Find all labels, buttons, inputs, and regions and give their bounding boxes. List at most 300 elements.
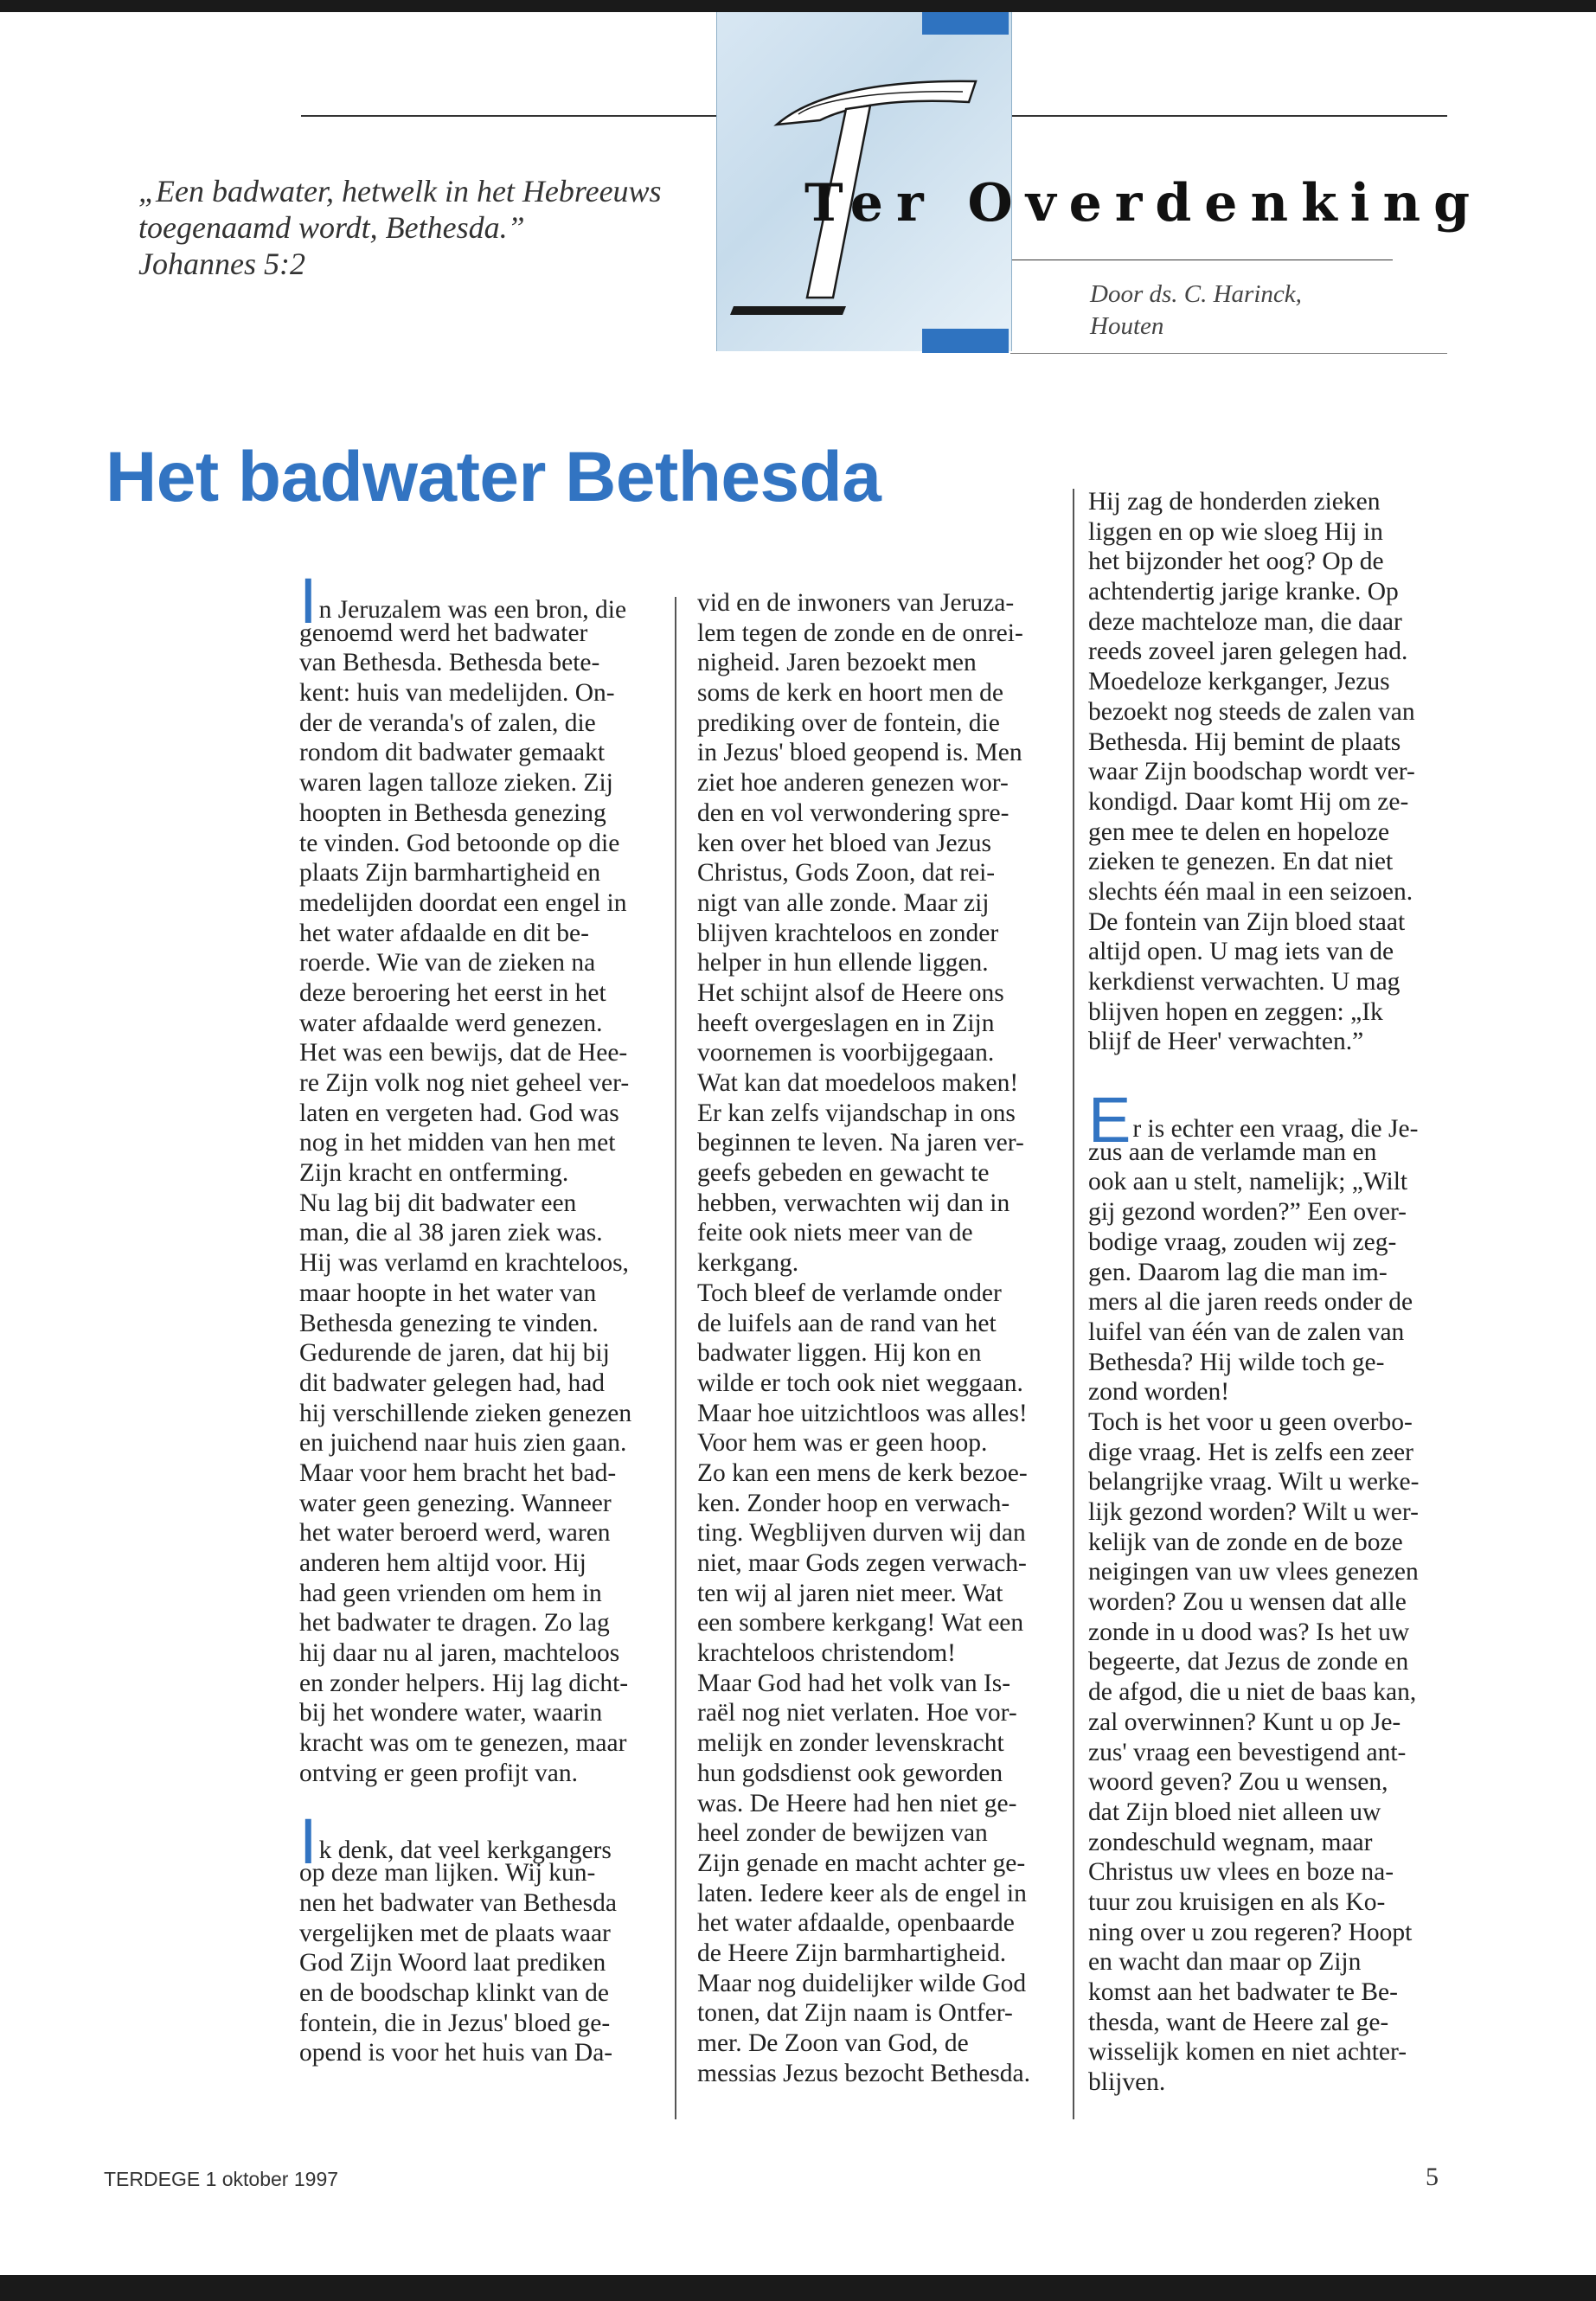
- text-line-content: ziet hoe anderen genezen wor-: [697, 769, 1009, 798]
- text-line: [1088, 1197, 1452, 1227]
- text-line-content: laten. Iedere keer als de engel in: [697, 1879, 1027, 1907]
- text-line-content: gen. Daarom lag die man im-: [1088, 1258, 1388, 1286]
- text-line: [299, 1669, 663, 1699]
- text-line-content: woord geven? Zou u wensen,: [1088, 1768, 1388, 1797]
- text-line-content: bodige vraag, zouden wij zeg-: [1088, 1227, 1397, 1256]
- text-line: [697, 768, 1061, 798]
- text-line: [299, 1189, 663, 1219]
- text-line-content: vergelijken met de plaats waar: [299, 1919, 611, 1947]
- text-line-content: nigt van alle zonde. Maar zij: [697, 888, 990, 917]
- text-line: [299, 1548, 663, 1579]
- text-line-content: n Jeruzalem was een bron, die: [318, 596, 627, 624]
- text-line-content: genoemd werd het badwater: [299, 619, 588, 647]
- text-line-content: badwater liggen. Hij kon en: [697, 1339, 982, 1368]
- text-line-content: ting. Wegblijven durven wij dan: [697, 1519, 1026, 1548]
- article-title: Het badwater Bethesda: [106, 438, 881, 516]
- text-line: [1088, 1587, 1452, 1618]
- text-line-content: neigingen van uw vlees genezen: [1088, 1558, 1419, 1586]
- text-line: [1088, 1348, 1452, 1378]
- text-line: [697, 1368, 1061, 1399]
- text-line-content: de afgod, die u niet de baas kan,: [1088, 1678, 1417, 1707]
- text-line: [299, 829, 663, 859]
- text-line-content: maar hoopte in het water van: [299, 1279, 597, 1307]
- page-number: 5: [1426, 2163, 1439, 2191]
- text-line-content: kerkgang.: [697, 1249, 799, 1278]
- text-line-content: nog in het midden van hen met: [299, 1129, 616, 1157]
- text-line-content: thesda, want de Heere zal ge-: [1088, 2008, 1389, 2036]
- text-line-content: God Zijn Woord laat prediken: [299, 1949, 606, 1977]
- article-column-3: [1088, 487, 1452, 2098]
- text-line: [697, 1548, 1061, 1579]
- quote-line: toegenaamd wordt, Bethesda.”: [138, 210, 525, 245]
- article-column-2: [697, 588, 1061, 2088]
- text-line: [697, 1638, 1061, 1669]
- text-line-content: mer. De Zoon van God, de: [697, 2029, 969, 2057]
- text-line-content: Het was een bewijs, dat de Hee-: [299, 1039, 628, 1067]
- text-line-content: ook aan u stelt, namelijk; „Wilt: [1088, 1168, 1408, 1196]
- text-line-content: opend is voor het huis van Da-: [299, 2039, 613, 2067]
- text-line: [697, 1518, 1061, 1548]
- byline-underline: [1010, 353, 1447, 354]
- text-line: [299, 858, 663, 888]
- text-line: [697, 1489, 1061, 1519]
- text-line-content: heel zonder de bewijzen van: [697, 1819, 988, 1848]
- text-line-content: den en vol verwondering spre-: [697, 798, 1010, 827]
- text-line-content: dit badwater gelegen had, had: [299, 1368, 606, 1397]
- text-line-content: voornemen is voorbijgegaan.: [697, 1039, 995, 1067]
- text-line: [299, 2038, 663, 2068]
- text-line-content: het water afdaalde en dit be-: [299, 919, 589, 947]
- text-line-content: Gedurende de jaren, dat hij bij: [299, 1339, 610, 1368]
- text-line-content: kondigd. Daar komt Hij om ze-: [1088, 787, 1409, 816]
- text-line: [1088, 1528, 1452, 1558]
- text-line: [299, 1218, 663, 1248]
- text-line: [1088, 1918, 1452, 1948]
- text-line-content: blijven krachteloos en zonder: [697, 919, 999, 947]
- text-line: [1088, 1167, 1452, 1197]
- text-line-content: laten en vergeten had. God was: [299, 1099, 619, 1127]
- text-line-content: luifel van één van de zalen van: [1088, 1317, 1405, 1346]
- text-line: [299, 919, 663, 949]
- scripture-quote: [138, 173, 692, 282]
- text-line: [697, 1279, 1061, 1309]
- text-line-content: kent: huis van medelijden. On-: [299, 679, 615, 708]
- text-line-content: der de veranda's of zalen, die: [299, 708, 596, 737]
- text-line-content: feite ook niets meer van de: [697, 1219, 973, 1247]
- text-line-content: geefs gebeden en gewacht te: [697, 1159, 990, 1188]
- text-line: [1088, 1557, 1452, 1587]
- text-line: [697, 1458, 1061, 1489]
- text-line-content: heeft overgeslagen en in Zijn: [697, 1009, 995, 1037]
- text-line-content: liggen en op wie sloeg Hij in: [1088, 517, 1383, 546]
- text-line: [697, 1038, 1061, 1068]
- column-title: Ter Overdenking: [804, 173, 1484, 234]
- text-line-content: man, die al 38 jaren ziek was.: [299, 1219, 603, 1247]
- text-line: [697, 1728, 1061, 1759]
- paragraph-2: [299, 1804, 663, 2069]
- text-line-content: lem tegen de zonde en de onrei-: [697, 619, 1023, 647]
- text-line-content: zondeschuld wegnam, maar: [1088, 1828, 1373, 1856]
- text-line: [1088, 1947, 1452, 1977]
- text-line-content: De fontein van Zijn bloed staat: [1088, 907, 1406, 936]
- text-line-content: gen mee te delen en hopeloze: [1088, 817, 1390, 846]
- text-line: [697, 1608, 1061, 1638]
- text-line-content: wilde er toch ook niet weggaan.: [697, 1368, 1023, 1397]
- text-line: [1088, 1857, 1452, 1888]
- text-line-content: melijk en zonder levenskracht: [697, 1729, 1004, 1758]
- text-line-content: rondom dit badwater gemaakt: [299, 739, 606, 767]
- text-line: [697, 1338, 1061, 1368]
- text-line: [299, 738, 663, 768]
- text-line-content: re Zijn volk nog niet geheel ver-: [299, 1069, 630, 1097]
- text-line-content: en de boodschap klinkt van de: [299, 1978, 610, 2007]
- text-line-content: het water beroerd werd, waren: [299, 1519, 611, 1548]
- text-line-content: Zijn genade en macht achter ge-: [697, 1849, 1026, 1877]
- text-line-content: prediking over de fontein, die: [697, 708, 1000, 737]
- text-line: [1088, 967, 1452, 997]
- text-line-content: Voor hem was er geen hoop.: [697, 1429, 988, 1458]
- text-line-content: Moedeloze kerkganger, Jezus: [1088, 668, 1390, 696]
- text-line-content: lijk gezond worden? Wilt u wer-: [1088, 1498, 1419, 1526]
- text-line-content: nen het badwater van Bethesda: [299, 1888, 617, 1917]
- text-line: [299, 1099, 663, 1129]
- text-line: [1088, 667, 1452, 697]
- text-line-content: messias Jezus bezocht Bethesda.: [697, 2059, 1031, 2087]
- text-line-content: anderen hem altijd voor. Hij: [299, 1549, 586, 1577]
- text-line: [697, 1969, 1061, 1999]
- text-line-content: en wacht dan maar op Zijn: [1088, 1948, 1362, 1977]
- text-line: [299, 648, 663, 678]
- byline-location: Houten: [1090, 312, 1164, 340]
- text-line: [697, 919, 1061, 949]
- text-line-content: kelijk van de zonde en de boze: [1088, 1528, 1403, 1556]
- text-line: [697, 1818, 1061, 1849]
- text-line: [299, 678, 663, 708]
- header-rule-right: [1010, 115, 1447, 117]
- text-line: [1088, 1227, 1452, 1258]
- text-line-content: slechts één maal in een seizoen.: [1088, 877, 1413, 906]
- text-line: [697, 1789, 1061, 1819]
- text-line: [697, 1248, 1061, 1279]
- text-line: [1088, 1977, 1452, 2008]
- text-line-content: medelijden doordat een engel in: [299, 888, 627, 917]
- text-line-content: r is echter een vraag, die Je-: [1132, 1115, 1419, 1144]
- text-line: [697, 1428, 1061, 1458]
- text-line: [1088, 1618, 1452, 1648]
- text-line: [1088, 877, 1452, 907]
- text-line-content: Zijn kracht en ontferming.: [299, 1159, 569, 1188]
- text-line-content: dat Zijn bloed niet alleen uw: [1088, 1798, 1381, 1826]
- text-line: [299, 2009, 663, 2039]
- text-line: [299, 1458, 663, 1489]
- text-line-content: nigheid. Jaren bezoekt men: [697, 649, 977, 677]
- text-line-content: Bethesda. Hij bemint de plaats: [1088, 727, 1401, 756]
- text-line-content: hij daar nu al jaren, machteloos: [299, 1639, 620, 1668]
- text-line: [1088, 1438, 1452, 1468]
- text-line: [697, 738, 1061, 768]
- text-line: [299, 1728, 663, 1759]
- text-line-content: Maar nog duidelijker wilde God: [697, 1969, 1027, 1997]
- text-line: [299, 1698, 663, 1728]
- quote-line: „Een badwater, hetwelk in het Hebreeuws: [138, 174, 662, 208]
- text-line: [1088, 1767, 1452, 1798]
- text-line: [697, 1998, 1061, 2029]
- text-line: [1088, 787, 1452, 817]
- text-line: [697, 588, 1061, 619]
- text-line: [1088, 1738, 1452, 1768]
- text-line-content: en zonder helpers. Hij lag dicht-: [299, 1669, 629, 1697]
- drop-cap: E: [1088, 1084, 1131, 1157]
- text-line: [697, 858, 1061, 888]
- text-line: [697, 619, 1061, 649]
- text-line-content: te vinden. God betoonde op die: [299, 829, 620, 857]
- text-line-content: blijven hopen en zeggen: „Ik: [1088, 997, 1383, 1026]
- text-line: [299, 1888, 663, 1919]
- column-divider-1: [675, 597, 676, 2119]
- drop-cap: I: [299, 1804, 317, 1877]
- quote-reference: Johannes 5:2: [138, 247, 305, 281]
- text-line-content: reeds zoveel jaren gelegen had.: [1088, 638, 1408, 666]
- text-line-content: Hij zag de honderden zieken: [1088, 488, 1381, 516]
- text-line-content: Maar voor hem bracht het bad-: [299, 1458, 617, 1487]
- text-line: [299, 1338, 663, 1368]
- text-line: [1088, 997, 1452, 1028]
- text-line: [697, 1908, 1061, 1939]
- bottom-border: [0, 2275, 1596, 2301]
- text-line-content: het water afdaalde, openbaarde: [697, 1909, 1015, 1938]
- text-line-content: zieken te genezen. En dat niet: [1088, 848, 1394, 876]
- text-line-content: Zo kan een mens de kerk bezoe-: [697, 1458, 1028, 1487]
- text-line-content: Maar God had het volk van Is-: [697, 1669, 1011, 1697]
- text-line: [697, 2029, 1061, 2059]
- drop-cap: I: [299, 565, 317, 637]
- text-line: [697, 1879, 1061, 1909]
- text-line-content: in Jezus' bloed geopend is. Men: [697, 739, 1022, 767]
- text-line: [1088, 1647, 1452, 1677]
- top-border: [0, 0, 1596, 12]
- text-line-content: Hij was verlamd en krachteloos,: [299, 1249, 629, 1278]
- text-line: [697, 1218, 1061, 1248]
- text-line: [299, 1038, 663, 1068]
- text-line: [1088, 727, 1452, 758]
- text-line: [697, 948, 1061, 978]
- text-line-content: plaats Zijn barmhartigheid en: [299, 859, 601, 888]
- text-line: [1088, 1407, 1452, 1438]
- text-line: [299, 1158, 663, 1189]
- text-line-content: roerde. Wie van de zieken na: [299, 949, 596, 977]
- text-line: [697, 1939, 1061, 1969]
- text-line-content: dige vraag. Het is zelfs een zeer: [1088, 1438, 1413, 1466]
- text-line-content: vid en de inwoners van Jeruza-: [697, 589, 1015, 617]
- text-line: [697, 978, 1061, 1009]
- text-line: [697, 888, 1061, 919]
- text-line: [1088, 487, 1452, 517]
- text-line-content: ten wij al jaren niet meer. Wat: [697, 1579, 1003, 1607]
- text-line: [1088, 1708, 1452, 1738]
- text-line: [697, 1669, 1061, 1699]
- text-line: [1088, 847, 1452, 877]
- byline: [1090, 279, 1419, 343]
- text-line: [1088, 1888, 1452, 1918]
- text-line: [1088, 1258, 1452, 1288]
- text-line: [1088, 2008, 1452, 2038]
- text-line-content: Toch is het voor u geen overbo-: [1088, 1407, 1413, 1436]
- text-line-content: Bethesda genezing te vinden.: [299, 1309, 599, 1337]
- text-line-content: het badwater te dragen. Zo lag: [299, 1609, 610, 1638]
- text-line: [1088, 1828, 1452, 1858]
- text-line-content: een sombere kerkgang! Wat een: [697, 1609, 1024, 1638]
- text-line-content: ken. Zonder hoop en verwach-: [697, 1489, 1010, 1517]
- text-line: [299, 978, 663, 1009]
- text-line: [299, 1009, 663, 1039]
- text-line: [697, 1399, 1061, 1429]
- byline-author: Door ds. C. Harinck,: [1090, 280, 1302, 308]
- text-line-content: bezoekt nog steeds de zalen van: [1088, 697, 1415, 726]
- text-line-content: zus' vraag een bevestigend ant-: [1088, 1738, 1407, 1766]
- text-line: [697, 1128, 1061, 1158]
- text-line-content: Christus, Gods Zoon, dat rei-: [697, 859, 996, 888]
- text-line-content: waren lagen talloze zieken. Zij: [299, 769, 613, 798]
- text-line: [299, 1309, 663, 1339]
- text-line: [697, 678, 1061, 708]
- text-line-content: kerkdienst verwachten. U mag: [1088, 968, 1401, 996]
- text-line: [299, 1368, 663, 1399]
- text-line: [697, 1189, 1061, 1219]
- text-line: [299, 1248, 663, 1279]
- text-line-content: achtendertig jarige kranke. Op: [1088, 578, 1399, 606]
- text-line: [299, 1638, 663, 1669]
- text-line: [1088, 907, 1452, 938]
- text-line: [299, 1919, 663, 1949]
- text-line-content: de Heere Zijn barmhartigheid.: [697, 1939, 1007, 1967]
- text-line-content: blijf de Heer' verwachten.”: [1088, 1028, 1364, 1056]
- text-line: [299, 1279, 663, 1309]
- header-rule-left: [301, 115, 716, 117]
- publication-info: TERDEGE 1 oktober 1997: [104, 2168, 339, 2190]
- text-line-content: Er kan zelfs vijandschap in ons: [697, 1099, 1016, 1127]
- text-line: [697, 1698, 1061, 1728]
- text-line: [299, 1978, 663, 2009]
- paragraph-3: [1088, 487, 1452, 1057]
- text-line: [697, 1849, 1061, 1879]
- text-line: [299, 1489, 663, 1519]
- text-line-content: k denk, dat veel kerkgangers: [318, 1836, 612, 1864]
- text-line-content: worden? Zou u wensen dat alle: [1088, 1588, 1407, 1617]
- text-line-content: van Bethesda. Bethesda bete-: [299, 649, 600, 677]
- text-line: [299, 1948, 663, 1978]
- text-line-content: Bethesda? Hij wilde toch ge-: [1088, 1348, 1385, 1376]
- text-line: [299, 708, 663, 739]
- text-line: [299, 888, 663, 919]
- text-line: [697, 829, 1061, 859]
- text-line: [697, 798, 1061, 829]
- text-line-content: fontein, die in Jezus' bloed ge-: [299, 2009, 611, 2037]
- text-line: [697, 1158, 1061, 1189]
- text-line-content: soms de kerk en hoort men de: [697, 679, 1003, 708]
- text-line-content: zond worden!: [1088, 1378, 1230, 1407]
- text-line: [1088, 1677, 1452, 1708]
- text-line: [1088, 1027, 1452, 1057]
- text-line: [1088, 1467, 1452, 1497]
- text-line: [299, 1579, 663, 1609]
- text-line: [1088, 1798, 1452, 1828]
- text-line-content: zal overwinnen? Kunt u op Je-: [1088, 1708, 1401, 1736]
- paragraph-4: [1088, 1084, 1452, 2098]
- text-line-content: Nu lag bij dit badwater een: [299, 1189, 577, 1217]
- text-line-content: Maar hoe uitzichtloos was alles!: [697, 1399, 1028, 1427]
- text-line: [1088, 1317, 1452, 1348]
- text-line-content: deze machteloze man, die daar: [1088, 607, 1402, 636]
- text-line: [1088, 757, 1452, 787]
- text-line-content: op deze man lijken. Wij kun-: [299, 1859, 596, 1888]
- text-line: [1088, 1287, 1452, 1317]
- text-line-content: krachteloos christendom!: [697, 1639, 957, 1668]
- text-line-content: ken over het bloed van Jezus: [697, 829, 991, 857]
- text-line-content: kracht was om te genezen, maar: [299, 1729, 627, 1758]
- text-line: [1088, 697, 1452, 727]
- text-line-content: begeerte, dat Jezus de zonde en: [1088, 1648, 1409, 1676]
- text-line-content: had geen vrienden om hem in: [299, 1579, 602, 1607]
- text-line: [1088, 637, 1452, 667]
- text-line-content: Wat kan dat moedeloos maken!: [697, 1069, 1019, 1097]
- text-line: [1088, 2067, 1452, 2098]
- text-line-content: ning over u zou regeren? Hoopt: [1088, 1918, 1413, 1946]
- text-line-content: wisselijk komen en niet achter-: [1088, 2038, 1407, 2067]
- text-line-content: het bijzonder het oog? Op de: [1088, 548, 1384, 576]
- text-line-content: zonde in u dood was? Is het uw: [1088, 1618, 1410, 1646]
- text-line: [299, 1759, 663, 1789]
- text-line: [697, 1759, 1061, 1789]
- article-column-1: [299, 565, 663, 2068]
- text-line-content: Toch bleef de verlamde onder: [697, 1279, 1002, 1307]
- text-line: [1088, 1497, 1452, 1528]
- text-line-content: tuur zou kruisigen en als Ko-: [1088, 1888, 1386, 1916]
- text-line: [299, 1428, 663, 1458]
- text-line-content: hebben, verwachten wij dan in: [697, 1189, 1010, 1217]
- text-line: [1088, 937, 1452, 967]
- text-line: [299, 798, 663, 829]
- text-line: [299, 1518, 663, 1548]
- text-line-content: helper in hun ellende liggen.: [697, 949, 989, 977]
- text-line: [1088, 2037, 1452, 2067]
- text-line-content: belangrijke vraag. Wilt u werke-: [1088, 1468, 1420, 1497]
- column-divider-2: [1073, 489, 1074, 2119]
- text-line-content: blijven.: [1088, 2068, 1166, 2097]
- text-line: [697, 1009, 1061, 1039]
- text-line-content: altijd open. U mag iets van de: [1088, 938, 1394, 966]
- text-line-content: Het schijnt alsof de Heere ons: [697, 978, 1004, 1007]
- text-line: [697, 1099, 1061, 1129]
- text-line: [1088, 607, 1452, 638]
- text-line: [1088, 517, 1452, 548]
- text-line-content: water afdaalde werd genezen.: [299, 1009, 603, 1037]
- text-line-content: hij verschillende zieken genezen: [299, 1399, 632, 1427]
- text-line: [697, 708, 1061, 739]
- text-line: [299, 1068, 663, 1099]
- text-line-content: niet, maar Gods zegen verwach-: [697, 1549, 1027, 1577]
- text-line: [1088, 817, 1452, 848]
- text-line-content: komst aan het badwater te Be-: [1088, 1978, 1398, 2006]
- text-line-content: tonen, dat Zijn naam is Ontfer-: [697, 1999, 1013, 2028]
- text-line: [697, 2059, 1061, 2089]
- text-line-content: hun godsdienst ook geworden: [697, 1759, 1003, 1787]
- text-line: [299, 1128, 663, 1158]
- text-line-content: gij gezond worden?” Een over-: [1088, 1198, 1407, 1227]
- text-line-content: water geen genezing. Wanneer: [299, 1489, 612, 1517]
- text-line: [299, 768, 663, 798]
- text-line-content: zus aan de verlamde man en: [1088, 1138, 1377, 1166]
- text-line-content: raël nog niet verlaten. Hoe vor-: [697, 1699, 1017, 1727]
